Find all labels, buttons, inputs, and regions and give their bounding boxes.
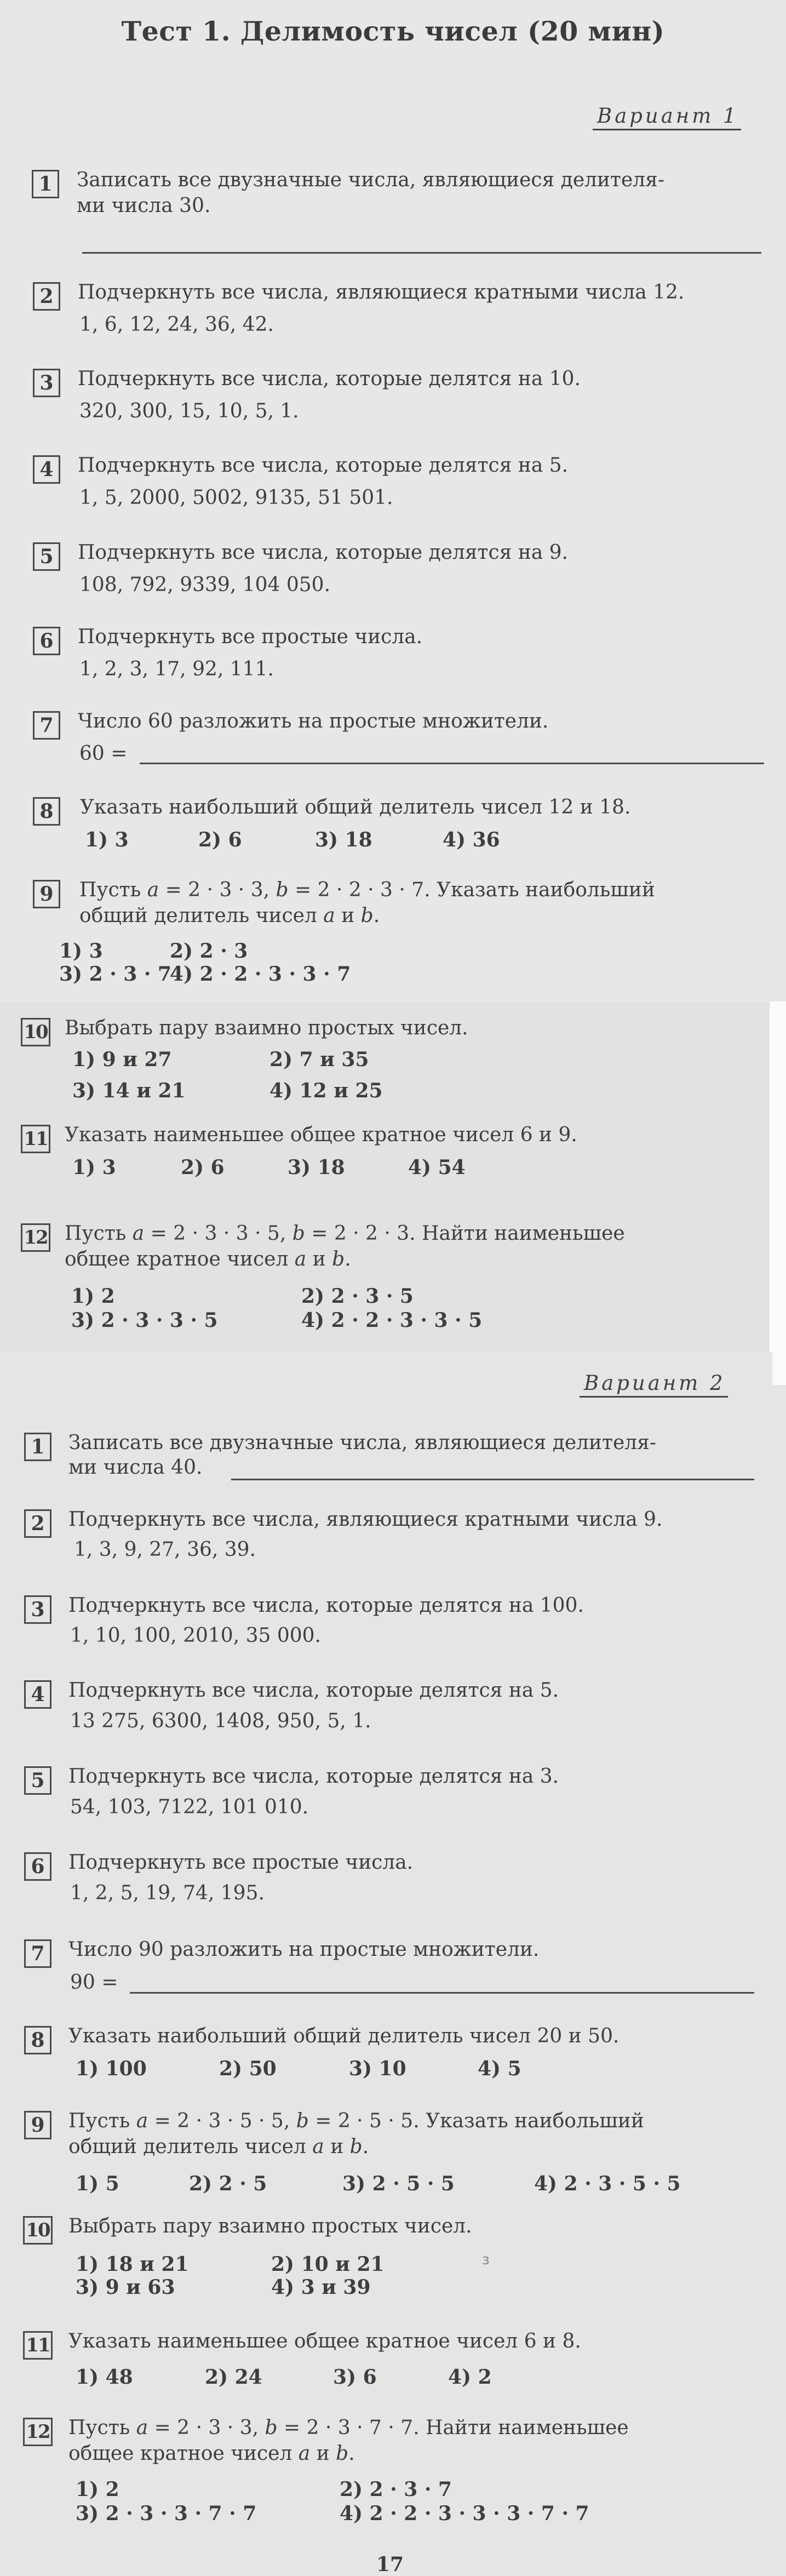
question-number-box: 10 bbox=[23, 2216, 53, 2245]
answer-option-2[interactable]: 2) 6 bbox=[181, 1156, 225, 1179]
answer-option-4[interactable]: 4) 12 и 25 bbox=[269, 1079, 383, 1102]
answer-option-1[interactable]: 1) 9 и 27 bbox=[72, 1048, 172, 1071]
number-list[interactable]: 1, 2, 3, 17, 92, 111. bbox=[79, 658, 274, 680]
answer-option-1[interactable]: 1) 3 bbox=[72, 1156, 116, 1179]
math-variable: a bbox=[323, 905, 335, 927]
number-list[interactable]: 1, 5, 2000, 5002, 9135, 51 501. bbox=[79, 486, 393, 509]
number-list[interactable]: 13 275, 6300, 1408, 950, 5, 1. bbox=[70, 1710, 371, 1732]
question-number-box: 8 bbox=[24, 2026, 51, 2054]
answer-option-3[interactable]: 3) 14 и 21 bbox=[72, 1079, 186, 1102]
answer-option-4[interactable]: 4) 5 bbox=[478, 2057, 521, 2080]
answer-option-2[interactable]: 2) 2 · 5 bbox=[189, 2172, 267, 2195]
math-variable: b bbox=[276, 879, 289, 901]
math-variable: b bbox=[336, 2442, 349, 2465]
question-number-box: 6 bbox=[24, 1852, 51, 1881]
number-list[interactable]: 320, 300, 15, 10, 5, 1. bbox=[79, 400, 299, 422]
variant-1-heading: Вариант 1 bbox=[593, 105, 741, 130]
math-variable: a bbox=[312, 2136, 324, 2158]
question-text: Указать наибольший общий делитель чисел 12 и 18. bbox=[80, 796, 631, 818]
question-text: Пусть a = 2 · 3 · 3, b = 2 · 2 · 3 · 7. Указать наибольший bbox=[79, 879, 655, 901]
number-list[interactable]: 1, 10, 100, 2010, 35 000. bbox=[70, 1624, 321, 1647]
question-number-box: 9 bbox=[24, 2111, 51, 2139]
question-text: Указать наименьшее общее кратное чисел 6 и 9. bbox=[65, 1124, 577, 1146]
question-number-box: 7 bbox=[24, 1939, 51, 1968]
question-text: Пусть a = 2 · 3 · 5 · 5, b = 2 · 5 · 5. Указать наибольший bbox=[68, 2110, 644, 2132]
answer-option-2[interactable]: 2) 2 · 3 · 7 bbox=[340, 2478, 452, 2501]
question-text: Записать все двузначные числа, являющиеся делителя- bbox=[77, 169, 665, 191]
question-text: ми числа 30. bbox=[77, 194, 211, 217]
number-list[interactable]: 1, 6, 12, 24, 36, 42. bbox=[79, 313, 274, 336]
answer-blank-line[interactable] bbox=[82, 252, 761, 254]
answer-option-1[interactable]: 1) 2 bbox=[71, 1285, 115, 1308]
page-title: Тест 1. Делимость чисел (20 мин) bbox=[121, 15, 665, 47]
scan-margin-strip bbox=[772, 1352, 786, 1385]
question-number-box: 12 bbox=[23, 2418, 53, 2446]
question-text: Подчеркнуть все числа, которые делятся на 10. bbox=[78, 368, 581, 390]
answer-option-1[interactable]: 1) 5 bbox=[76, 2172, 119, 2195]
number-list[interactable]: 54, 103, 7122, 101 010. bbox=[70, 1796, 309, 1818]
answer-option-3[interactable]: 3) 18 bbox=[288, 1156, 345, 1179]
question-text: Число 60 разложить на простые множители. bbox=[78, 710, 549, 732]
math-variable: a bbox=[132, 1222, 145, 1245]
answer-option-4[interactable]: 4) 2 · 2 · 3 · 3 · 7 bbox=[170, 963, 351, 986]
question-text: Указать наименьшее общее кратное чисел 6 и 8. bbox=[68, 2330, 581, 2352]
question-text: Подчеркнуть все числа, которые делятся на 5. bbox=[68, 1679, 559, 1702]
math-variable: b bbox=[292, 1222, 305, 1245]
question-text: общее кратное чисел a и b. bbox=[65, 1248, 351, 1270]
math-variable: b bbox=[265, 2417, 278, 2439]
math-variable: b bbox=[349, 2136, 363, 2158]
math-variable: b bbox=[332, 1248, 345, 1270]
answer-option-4[interactable]: 4) 2 bbox=[448, 2366, 492, 2389]
question-text: Подчеркнуть все числа, являющиеся кратными числа 9. bbox=[68, 1508, 663, 1531]
question-text: Выбрать пару взаимно простых чисел. bbox=[68, 2215, 472, 2237]
answer-option-3[interactable]: 3) 18 bbox=[315, 828, 372, 851]
answer-blank-line[interactable] bbox=[231, 1479, 754, 1480]
answer-option-2[interactable]: 2) 10 и 21 bbox=[271, 2253, 385, 2276]
math-variable: b bbox=[360, 905, 374, 927]
question-text: ми числа 40. bbox=[68, 1456, 203, 1479]
answer-option-1[interactable]: 1) 18 и 21 bbox=[76, 2253, 189, 2276]
math-variable: a bbox=[294, 1248, 307, 1270]
answer-option-3[interactable]: 3) 9 и 63 bbox=[76, 2276, 175, 2299]
question-number-box: 6 bbox=[33, 627, 60, 655]
question-number-box: 1 bbox=[32, 170, 59, 198]
question-text: Число 90 разложить на простые множители. bbox=[68, 1938, 540, 1961]
equation-prefix: 60 = bbox=[79, 742, 128, 765]
question-text: Подчеркнуть все числа, которые делятся на 100. bbox=[68, 1594, 584, 1617]
number-list[interactable]: 1, 2, 5, 19, 74, 195. bbox=[70, 1882, 265, 1904]
answer-option-1[interactable]: 1) 48 bbox=[76, 2366, 133, 2389]
answer-option-4[interactable]: 4) 3 и 39 bbox=[271, 2276, 371, 2299]
question-number-box: 9 bbox=[33, 880, 60, 908]
question-text: Выбрать пару взаимно простых чисел. bbox=[65, 1017, 468, 1039]
question-number-box: 11 bbox=[23, 2331, 53, 2360]
answer-option-1[interactable]: 1) 100 bbox=[76, 2057, 147, 2080]
number-list[interactable]: 108, 792, 9339, 104 050. bbox=[79, 574, 331, 596]
question-text: общее кратное чисел a и b. bbox=[68, 2442, 355, 2465]
question-number-box: 5 bbox=[33, 542, 60, 571]
pencil-mark: з bbox=[482, 2252, 490, 2268]
answer-option-2[interactable]: 2) 2 · 3 · 5 bbox=[301, 1285, 414, 1308]
answer-option-1[interactable]: 1) 3 bbox=[59, 940, 103, 963]
math-variable: a bbox=[147, 879, 159, 901]
answer-option-3[interactable]: 3) 2 · 3 · 3 · 5 bbox=[71, 1309, 218, 1332]
answer-option-3[interactable]: 3) 2 · 3 · 3 · 7 · 7 bbox=[76, 2502, 257, 2525]
answer-option-4[interactable]: 4) 2 · 2 · 3 · 3 · 3 · 7 · 7 bbox=[340, 2502, 589, 2525]
answer-option-2[interactable]: 2) 6 bbox=[198, 828, 242, 851]
question-number-box: 2 bbox=[24, 1509, 51, 1538]
answer-option-1[interactable]: 1) 2 bbox=[76, 2478, 119, 2501]
question-text: Подчеркнуть все числа, которые делятся на 3. bbox=[68, 1765, 559, 1788]
equation-prefix: 90 = bbox=[70, 1971, 118, 1994]
answer-option-4[interactable]: 4) 2 · 2 · 3 · 3 · 5 bbox=[301, 1309, 483, 1332]
question-number-box: 7 bbox=[33, 711, 60, 740]
math-variable: a bbox=[136, 2417, 148, 2439]
question-number-box: 1 bbox=[24, 1433, 51, 1461]
answer-option-3[interactable]: 3) 6 bbox=[333, 2366, 377, 2389]
question-number-box: 4 bbox=[24, 1680, 51, 1709]
math-variable: b bbox=[296, 2110, 309, 2132]
math-variable: a bbox=[136, 2110, 148, 2132]
question-number-box: 8 bbox=[33, 797, 60, 826]
question-number-box: 4 bbox=[33, 455, 60, 484]
question-text: Подчеркнуть все простые числа. bbox=[68, 1851, 414, 1874]
page-number: 17 bbox=[376, 2553, 404, 2576]
question-text: общий делитель чисел a и b. bbox=[79, 905, 380, 927]
math-variable: a bbox=[298, 2442, 311, 2465]
question-number-box: 12 bbox=[21, 1223, 50, 1252]
variant-2-heading: Вариант 2 bbox=[580, 1372, 728, 1398]
question-text: Указать наибольший общий делитель чисел 20 и 50. bbox=[68, 2025, 619, 2047]
answer-option-3[interactable]: 3) 2 · 5 · 5 bbox=[342, 2172, 455, 2195]
answer-option-4[interactable]: 4) 2 · 3 · 5 · 5 bbox=[534, 2172, 681, 2195]
answer-option-3[interactable]: 3) 2 · 3 · 7 bbox=[59, 963, 171, 986]
answer-option-3[interactable]: 3) 10 bbox=[349, 2057, 406, 2080]
answer-option-4[interactable]: 4) 36 bbox=[443, 828, 500, 851]
answer-option-1[interactable]: 1) 3 bbox=[85, 828, 129, 851]
answer-option-4[interactable]: 4) 54 bbox=[408, 1156, 466, 1179]
answer-option-2[interactable]: 2) 50 bbox=[219, 2057, 277, 2080]
question-text: Пусть a = 2 · 3 · 3, b = 2 · 3 · 7 · 7. Найти наименьшее bbox=[68, 2417, 629, 2439]
question-text: Подчеркнуть все простые числа. bbox=[78, 626, 423, 648]
question-number-box: 11 bbox=[21, 1125, 50, 1153]
question-number-box: 3 bbox=[33, 369, 60, 397]
scan-margin-strip bbox=[770, 1001, 786, 1352]
question-number-box: 3 bbox=[24, 1595, 51, 1624]
answer-option-2[interactable]: 2) 2 · 3 bbox=[170, 940, 248, 963]
answer-option-2[interactable]: 2) 24 bbox=[205, 2366, 262, 2389]
question-text: Подчеркнуть все числа, являющиеся кратными числа 12. bbox=[78, 281, 685, 304]
question-number-box: 2 bbox=[33, 282, 60, 311]
question-text: Пусть a = 2 · 3 · 3 · 5, b = 2 · 2 · 3. Найти наименьшее bbox=[65, 1222, 625, 1245]
question-number-box: 10 bbox=[21, 1018, 50, 1046]
question-text: Подчеркнуть все числа, которые делятся на 5. bbox=[78, 454, 569, 477]
question-text: Подчеркнуть все числа, которые делятся на 9. bbox=[78, 541, 569, 564]
answer-option-2[interactable]: 2) 7 и 35 bbox=[269, 1048, 369, 1071]
question-number-box: 5 bbox=[24, 1766, 51, 1795]
answer-blank-line[interactable] bbox=[140, 763, 764, 764]
question-text: общий делитель чисел a и b. bbox=[68, 2136, 369, 2158]
question-text: Записать все двузначные числа, являющиеся делителя- bbox=[68, 1432, 657, 1454]
number-list[interactable]: 1, 3, 9, 27, 36, 39. bbox=[74, 1538, 256, 1561]
answer-blank-line[interactable] bbox=[130, 1992, 754, 1994]
